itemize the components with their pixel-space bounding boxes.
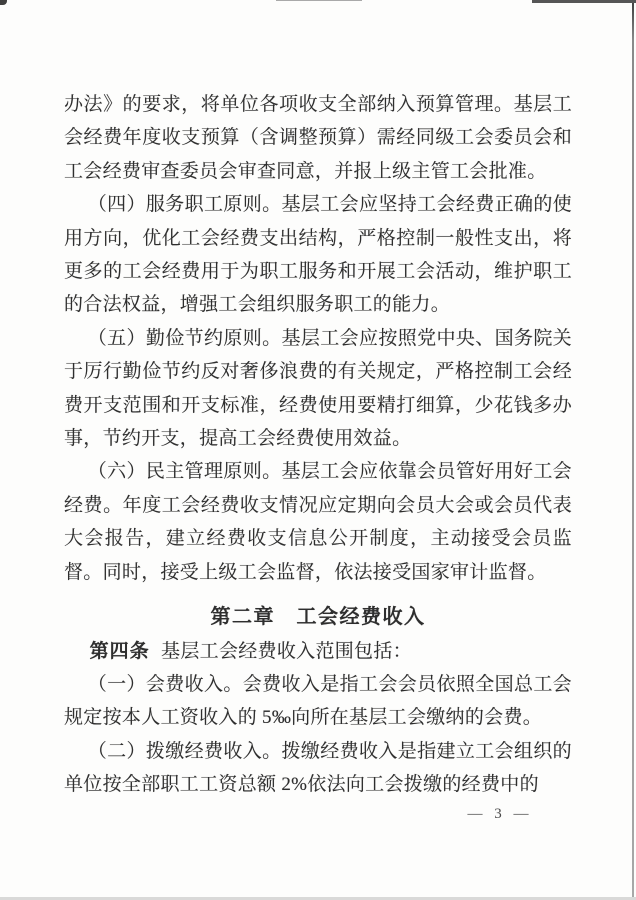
paragraph-principle-4: （四）服务职工原则。基层工会应坚持工会经费正确的使用方向，优化工会经费支出结构，严格控制一般性支出，将更多的工会经费用于为职工服务和开展工会活动，维护职工的合法权益，增强工会组织服务职工的能力。	[64, 194, 572, 316]
article-4-text: 基层工会经费收入范围包括：	[161, 640, 412, 662]
document-body	[64, 88, 572, 802]
paragraph-article-4	[64, 635, 572, 668]
article-4-number: 第四条	[89, 640, 150, 662]
paragraph-principle-5: （五）勤俭节约原则。基层工会应按照党中央、国务院关于厉行勤俭节约反对奢侈浪费的有关规定，严格控制工会经费开支范围和开支标准，经费使用要精打细算，少花钱多办事，节约开支，提高工会经费使用效益。	[64, 327, 572, 450]
scan-edge-line-top-middle	[276, 0, 362, 1]
scan-artifact-top-left-corner	[0, 0, 7, 5]
chapter-2-heading: 第二章 工会经费收入	[210, 606, 426, 629]
scan-edge-line-top-right	[532, 0, 636, 3]
paragraph-continuation: 办法》的要求，将单位各项收支全部纳入预算管理。基层工会经费年度收支预算（含调整预算）需经同级工会委员会和工会经费审查委员会审查同意，并报上级主管工会批准。	[64, 94, 572, 182]
page-number: — 3 —	[467, 806, 533, 822]
paragraph-income-item-2: （二）拨缴经费收入。拨缴经费收入是指建立工会组织的单位按全部职工工资总额 2%依法向工会拨缴的经费中的	[64, 740, 572, 796]
paragraph-income-item-1: （一）会费收入。会费收入是指工会会员依照全国总工会规定按本人工资收入的 5‰向所在基层工会缴纳的会费。	[64, 673, 572, 729]
paragraph-principle-6: （六）民主管理原则。基层工会应依靠会员管好用好工会经费。年度工会经费收支情况应定期向会员大会或会员代表大会报告，建立经费收支信息公开制度，主动接受会员监督。同时，接受上级工会监督，依法接受国家审计监督。	[64, 461, 572, 583]
scan-edge-line-right	[632, 0, 634, 900]
